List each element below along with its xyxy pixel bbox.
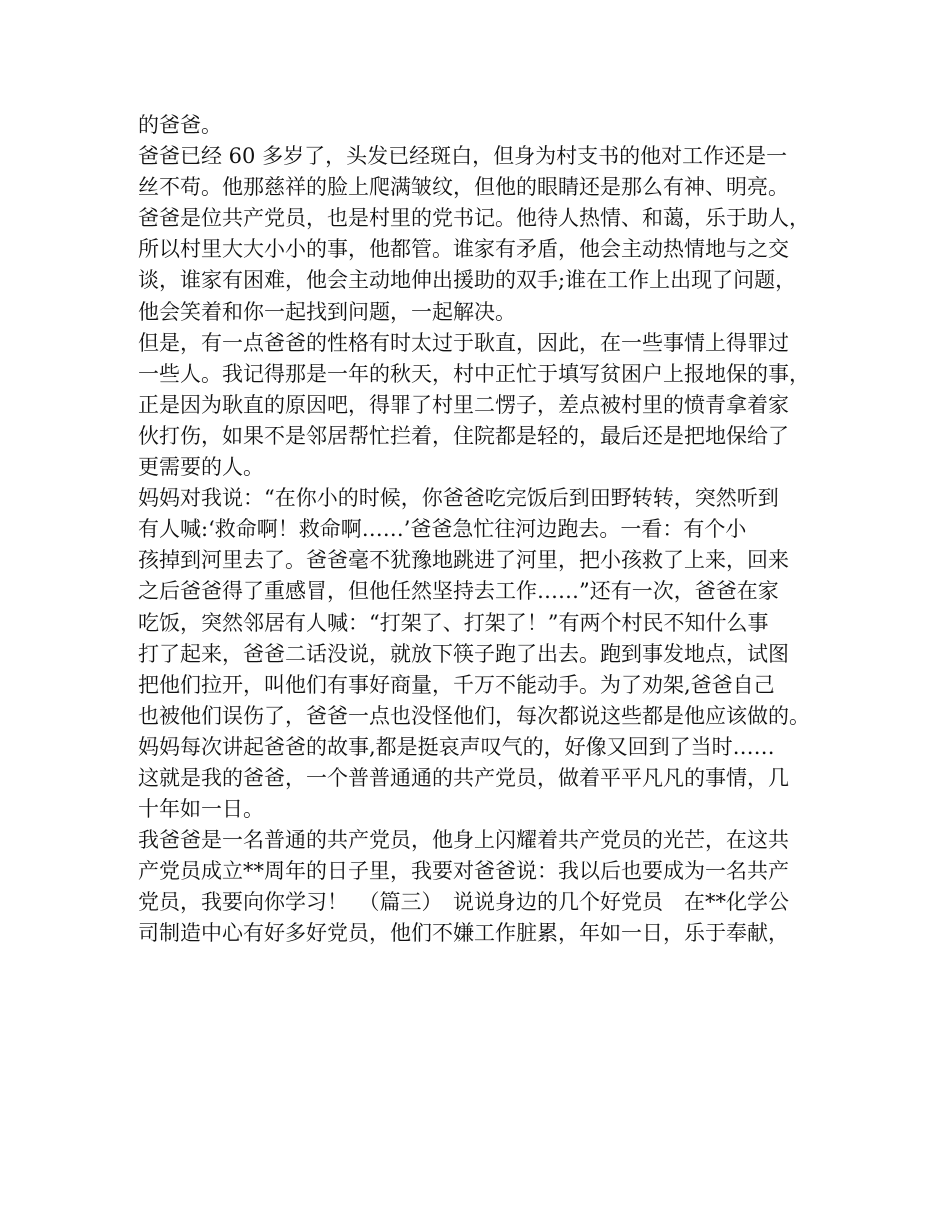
text-line: 这就是我的爸爸，一个普普通通的共产党员，做着平平凡凡的事情，几 xyxy=(138,765,789,790)
text-line: 吃饭，突然邻居有人喊：“打架了、打架了！”有两个村民不知什么事 xyxy=(138,610,769,635)
text-line: 伙打伤，如果不是邻居帮忙拦着，住院都是轻的，最后还是把地保给了 xyxy=(138,423,789,448)
text-line: 丝不苟。他那慈祥的脸上爬满皱纹，但他的眼睛还是那么有神、明亮。 xyxy=(138,175,789,200)
text-line: 有人喊:‘救命啊！救命啊……’爸爸急忙往河边跑去。一看：有个小 xyxy=(138,517,747,542)
text-line: 爸爸已经 60 多岁了，头发已经斑白，但身为村支书的他对工作还是一 xyxy=(138,144,788,169)
text-line: 把他们拉开，叫他们有事好商量，千万不能动手。为了劝架,爸爸自己 xyxy=(138,672,775,697)
text-line: 他会笑着和你一起找到问题，一起解决。 xyxy=(138,299,516,324)
text-line: 的爸爸。 xyxy=(138,113,222,137)
text-line: 司制造中心有好多好党员，他们不嫌工作脏累，年如一日，乐于奉献， xyxy=(138,921,789,946)
text-line: 妈妈每次讲起爸爸的故事,都是挺哀声叹气的，好像又回到了当时…… xyxy=(138,734,775,759)
text-line: 但是，有一点爸爸的性格有时太过于耿直，因此，在一些事情上得罪过 xyxy=(138,330,789,355)
text-line: 孩掉到河里去了。爸爸毫不犹豫地跳进了河里，把小孩救了上来，回来 xyxy=(138,548,789,573)
text-line: 妈妈对我说：“在你小的时候，你爸爸吃完饭后到田野转转，突然听到 xyxy=(138,486,779,511)
document-body xyxy=(138,110,828,950)
text-line: 打了起来，爸爸二话没说，就放下筷子跑了出去。跑到事发地点，试图 xyxy=(138,641,789,666)
text-line: 也被他们误伤了，爸爸一点也没怪他们，每次都说这些都是他应该做的。 xyxy=(138,703,810,728)
text-line: 党员，我要向你学习！ （篇三） 说说身边的几个好党员 在**化学公 xyxy=(138,890,789,915)
text-line: 之后爸爸得了重感冒，但他任然坚持去工作……”还有一次，爸爸在家 xyxy=(138,579,779,604)
text-line: 所以村里大大小小的事，他都管。谁家有矛盾，他会主动热情地与之交 xyxy=(138,237,789,262)
text-line: 谈，谁家有困难，他会主动地伸出援助的双手;谁在工作上出现了问题， xyxy=(138,268,797,293)
text-line: 正是因为耿直的原因吧，得罪了村里二愣子，差点被村里的愤青拿着家 xyxy=(138,392,789,417)
text-line: 一些人。我记得那是一年的秋天，村中正忙于填写贫困户上报地保的事， xyxy=(138,361,810,386)
text-line: 更需要的人。 xyxy=(138,455,264,480)
text-line: 我爸爸是一名普通的共产党员，他身上闪耀着共产党员的光芒，在这共 xyxy=(138,828,789,853)
text-line: 产党员成立**周年的日子里，我要对爸爸说：我以后也要成为一名共产 xyxy=(138,859,789,884)
text-line: 爸爸是位共产党员，也是村里的党书记。他待人热情、和蔼，乐于助人， xyxy=(138,206,810,231)
text-line: 十年如一日。 xyxy=(138,797,264,822)
